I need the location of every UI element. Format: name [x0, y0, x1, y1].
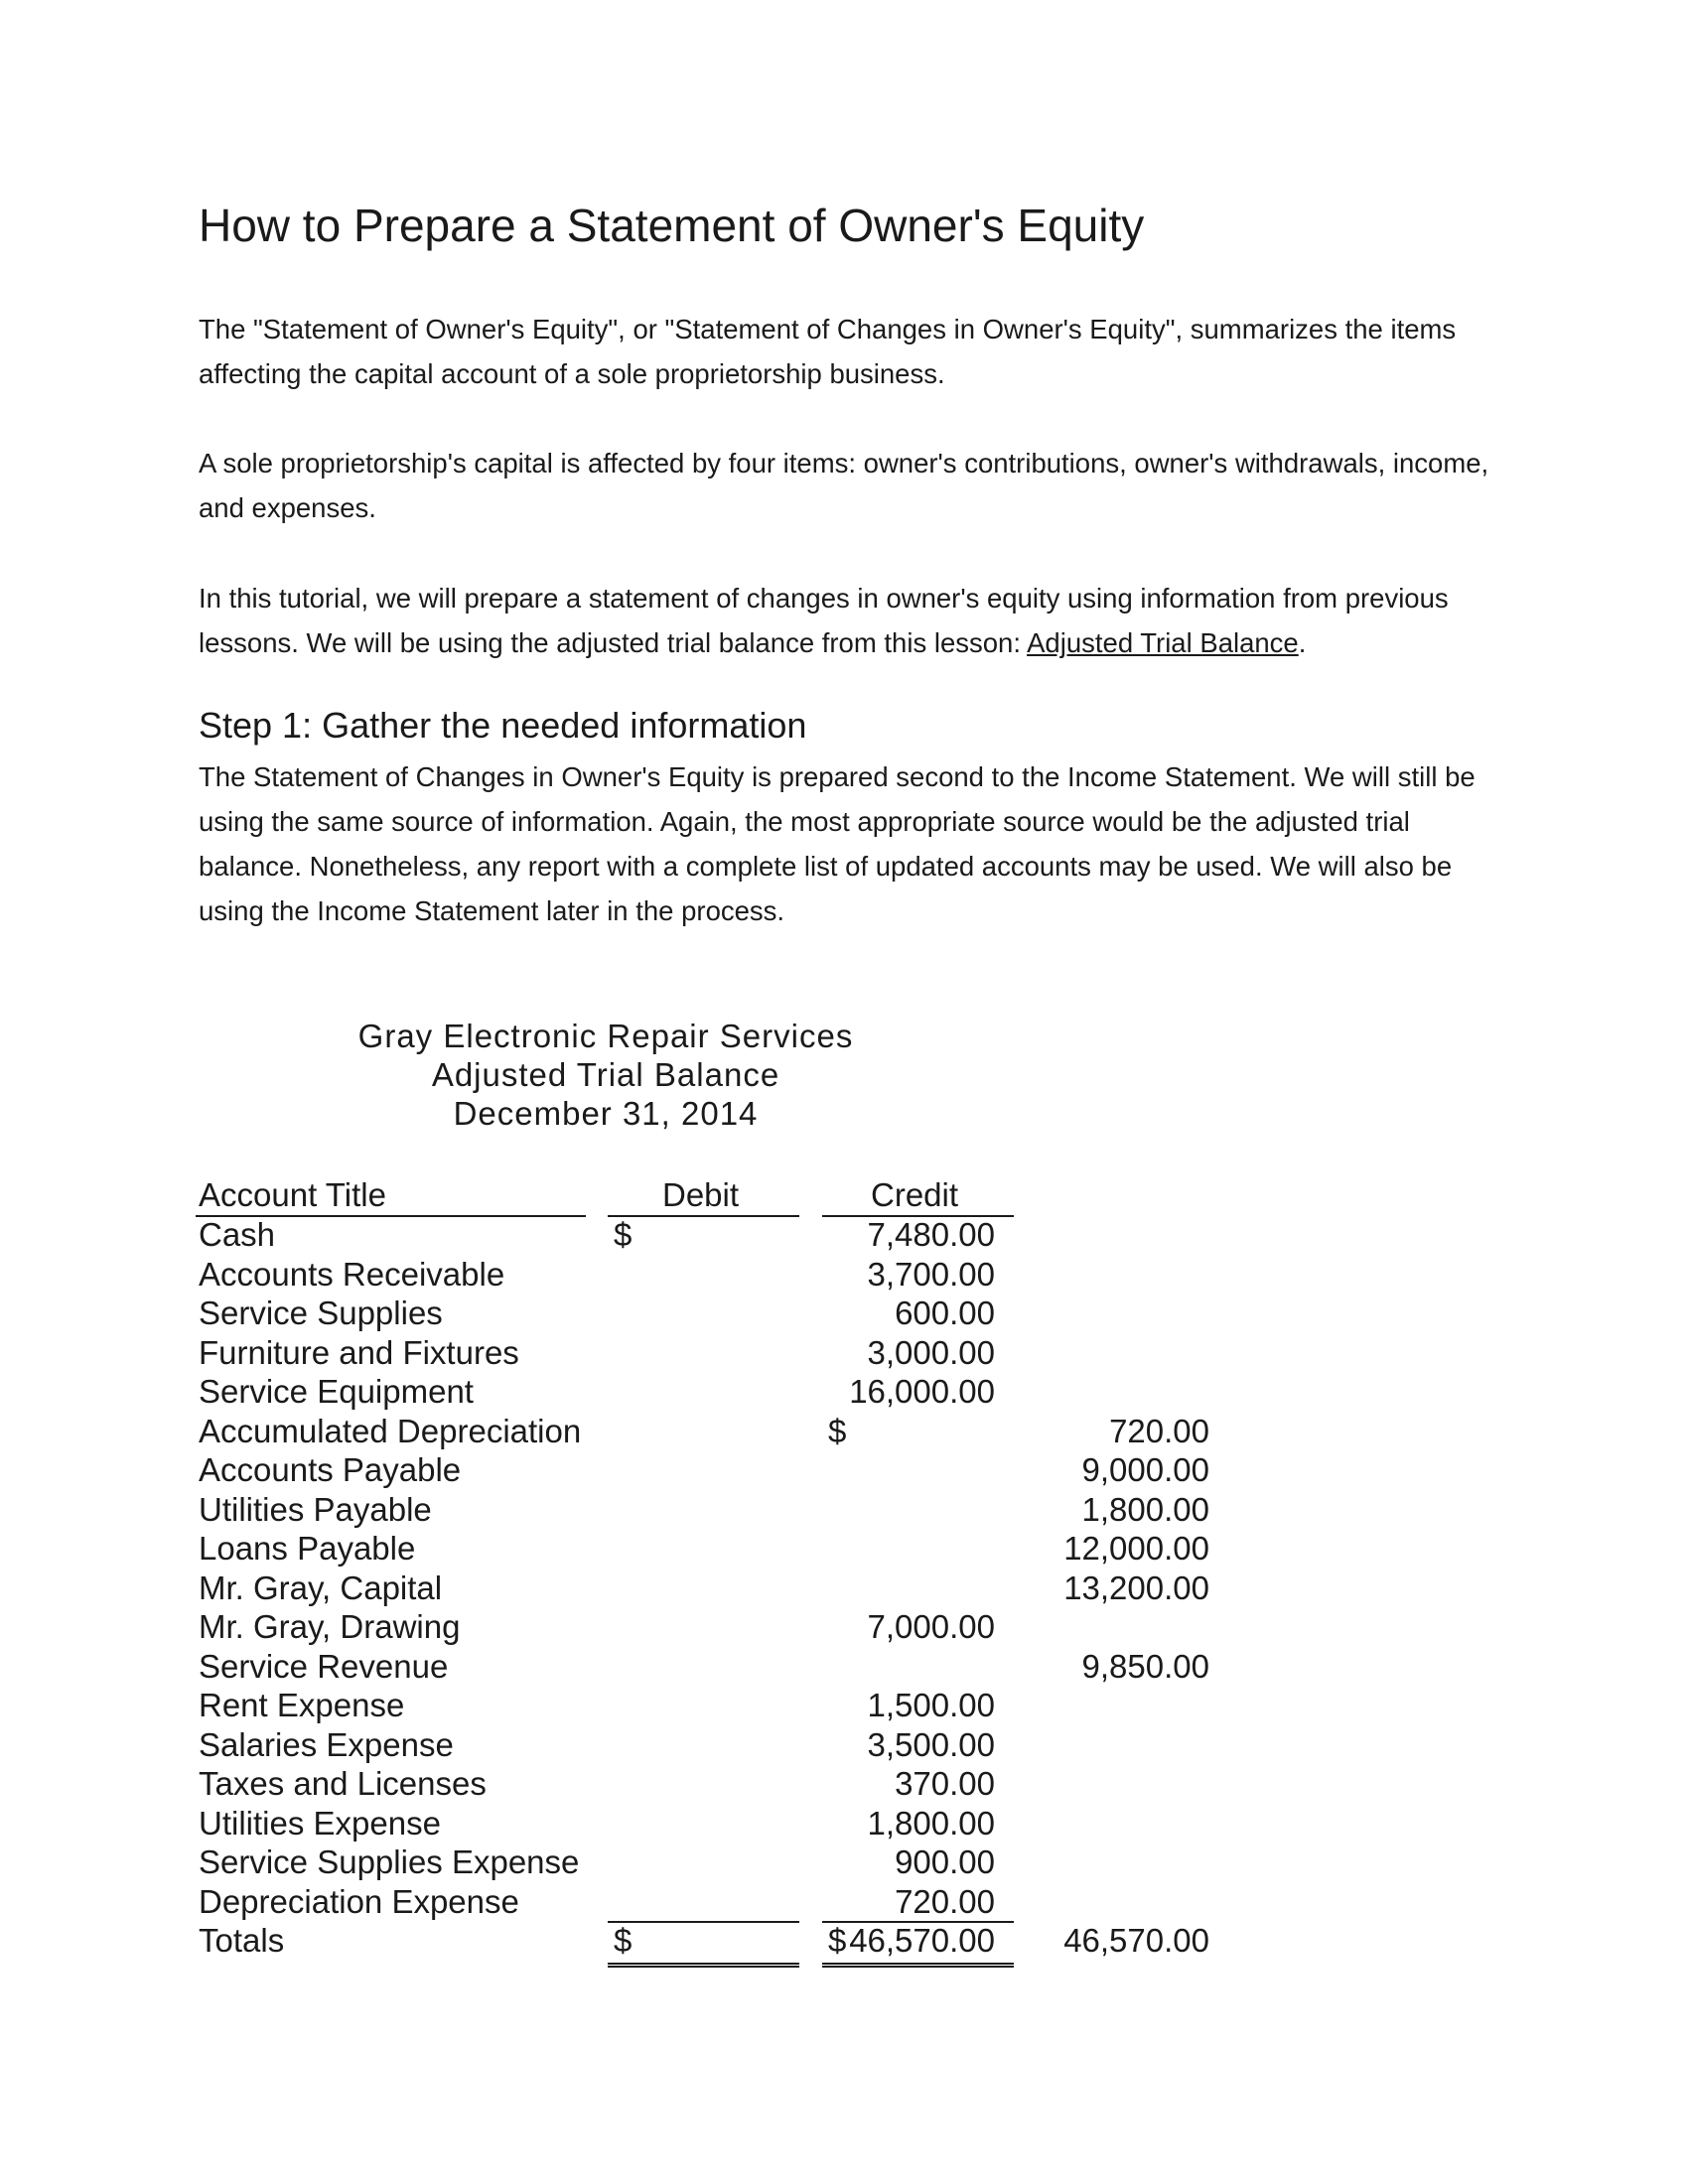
debit-cell: 3,000.00 — [867, 1333, 995, 1371]
table-row — [199, 1764, 1023, 1804]
adjusted-trial-balance-link[interactable]: Adjusted Trial Balance — [1027, 627, 1299, 658]
account-cell: Accumulated Depreciation — [199, 1412, 582, 1449]
credit-cell: 12,000.00 — [1063, 1530, 1209, 1567]
debit-total-rule — [608, 1921, 799, 1923]
table-row — [199, 1255, 1023, 1295]
account-cell: Utilities Expense — [199, 1804, 441, 1842]
debit-cell: 16,000.00 — [849, 1373, 995, 1410]
debit-cell: 7,480.00 — [867, 1216, 995, 1253]
debit-cell: 370.00 — [895, 1765, 995, 1802]
page-title: How to Prepare a Statement of Owner's Equity — [199, 200, 1145, 251]
debit-cell: 600.00 — [895, 1295, 995, 1331]
debit-total-double-rule — [608, 1963, 799, 1968]
table-row — [199, 1569, 1209, 1608]
debit-cell: 46,570.00 — [849, 1922, 995, 1959]
table-row — [199, 1490, 1209, 1530]
account-cell: Salaries Expense — [199, 1725, 454, 1763]
table-row — [199, 1294, 1023, 1333]
credit-cell: 720.00 — [1109, 1412, 1209, 1449]
account-cell: Accounts Receivable — [199, 1255, 505, 1293]
account-title-header: Account Title — [199, 1176, 386, 1213]
account-cell: Mr. Gray, Capital — [199, 1569, 443, 1606]
table-row — [199, 1372, 1023, 1412]
credit-cell: 1,800.00 — [1081, 1490, 1209, 1528]
account-cell: Rent Expense — [199, 1687, 405, 1723]
debit-cell: 1,800.00 — [867, 1804, 995, 1842]
table-row — [199, 1412, 1209, 1451]
credit-cell: 9,000.00 — [1081, 1451, 1209, 1488]
account-cell: Cash — [199, 1216, 276, 1253]
debit-cell: 1,500.00 — [867, 1687, 995, 1723]
account-cell: Mr. Gray, Drawing — [199, 1608, 461, 1645]
table-row — [199, 1686, 1023, 1725]
company-name: Gray Electronic Repair Services — [357, 1018, 854, 1054]
tutorial-paragraph — [199, 576, 1509, 665]
account-cell: Service Revenue — [199, 1647, 449, 1685]
account-cell: Depreciation Expense — [199, 1882, 519, 1920]
totals-row — [199, 1921, 1209, 1961]
table-row — [199, 1725, 1023, 1765]
debit-cell: 3,700.00 — [867, 1255, 995, 1293]
debit-cell: 3,500.00 — [867, 1725, 995, 1763]
step1-heading: Step 1: Gather the needed information — [199, 705, 807, 746]
intro-paragraph: The "Statement of Owner's Equity", or "Statement of Changes in Owner's Equity", summarizes the items affecting the capital account of a sole proprietorship business. — [199, 314, 1457, 389]
credit-header: Credit — [871, 1176, 959, 1213]
credit-total-double-rule — [822, 1963, 1014, 1968]
account-cell: Service Supplies Expense — [199, 1843, 580, 1880]
table-row — [199, 1333, 1023, 1373]
account-cell: Service Supplies — [199, 1295, 443, 1331]
credit-cell: 9,850.00 — [1081, 1647, 1209, 1685]
account-cell: Service Equipment — [199, 1373, 474, 1410]
table-row — [199, 1529, 1209, 1569]
debit-cell: 7,000.00 — [867, 1608, 995, 1645]
account-cell: Accounts Payable — [199, 1451, 462, 1488]
table-row — [199, 1450, 1209, 1490]
table-row — [199, 1882, 1023, 1922]
report-name: Adjusted Trial Balance — [431, 1056, 780, 1093]
table-row — [199, 1804, 1023, 1843]
credit-currency-symbol: $ — [828, 1412, 847, 1449]
credit-total-rule — [822, 1921, 1014, 1923]
tutorial-text: In this tutorial, we will prepare a statement of changes in owner's equity using information from previous lessons. We will be using the adjusted trial balance from this lesson: — [199, 583, 1449, 658]
debit-currency-symbol: $ — [614, 1922, 633, 1959]
trial-balance-rows — [199, 1215, 1209, 1961]
debit-cell: 720.00 — [895, 1882, 995, 1920]
step1-body: The Statement of Changes in Owner's Equity is prepared second to the Income Statement. We will still be using the same source of information. Again, the most appropriate source would be the adjusted trial balance. Nonetheless, any report with a complete list of updated accounts may be used. We will also be using the Income Statement later in the process. — [199, 761, 1476, 926]
tutorial-text-end: . — [1298, 627, 1307, 658]
report-date: December 31, 2014 — [453, 1095, 759, 1132]
capital-items-paragraph: A sole proprietorship's capital is affected by four items: owner's contributions, owner's withdrawals, income, and expenses. — [199, 448, 1489, 523]
credit-cell: 13,200.00 — [1063, 1569, 1209, 1606]
account-cell: Loans Payable — [199, 1530, 416, 1567]
trial-balance-header — [199, 1017, 1013, 1133]
account-cell: Furniture and Fixtures — [199, 1333, 519, 1371]
debit-cell: 900.00 — [895, 1843, 995, 1880]
table-row — [199, 1647, 1209, 1687]
account-cell: Taxes and Licenses — [199, 1765, 487, 1802]
debit-header: Debit — [662, 1176, 740, 1213]
table-row — [199, 1607, 1023, 1647]
credit-cell: 46,570.00 — [1063, 1922, 1209, 1959]
credit-currency-symbol: $ — [828, 1922, 847, 1959]
table-row — [199, 1215, 1023, 1255]
table-row — [199, 1843, 1023, 1882]
account-cell: Utilities Payable — [199, 1490, 432, 1528]
debit-currency-symbol: $ — [614, 1216, 633, 1253]
account-cell: Totals — [199, 1922, 285, 1959]
